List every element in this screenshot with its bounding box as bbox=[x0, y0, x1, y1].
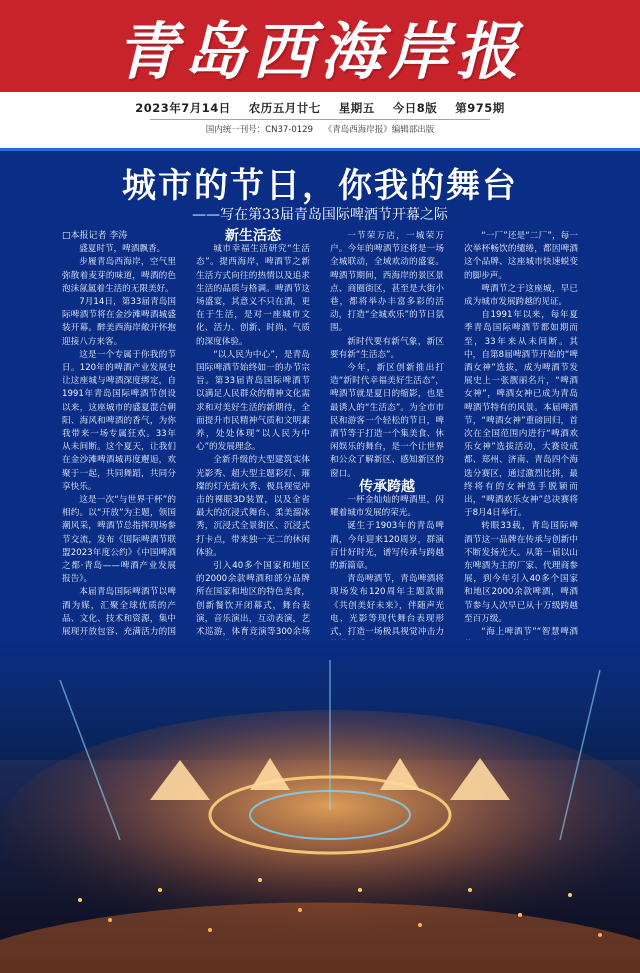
paragraph: 这是一个专属于你我的节日。120年的啤酒产业发展史让这座城与啤酒深度绑定，自1991年青岛国际啤酒节创设以来，这座城市的盛夏混合朝阳、海风和啤酒的香气，为你我带来一场专属狂欢。33年从未间断。这个夏天，让我们在金沙滩啤酒城再度邂逅，欢聚于一起，共同舞蹈，共同分享快乐。 bbox=[62, 349, 176, 492]
header-band bbox=[0, 92, 640, 148]
paragraph: 步履青岛西海岸，空气里弥散着麦芽的味道，啤酒的色泡沫氤氲着生活的无限美好。 bbox=[62, 257, 176, 294]
sub-headline: ——写在第33届青岛国际啤酒节开幕之际 bbox=[192, 207, 448, 223]
paragraph: 一杯金灿灿的啤酒里，闪耀着城市发展的荣光。 bbox=[330, 495, 444, 519]
festival-night-photo bbox=[0, 640, 640, 973]
main-headline: 城市的节日，你我的舞台 bbox=[122, 166, 518, 206]
paragraph: “以人民为中心”，是青岛国际啤酒节始终如一的办节宗旨。第33届青岛国际啤酒节以满足人民群众的精神文化需求和对美好生活的新期待，全面提升市民精神气质和文明素养，处处体现“以人民为中心”的发展理念。 bbox=[196, 349, 310, 453]
paragraph: 盛夏时节，啤酒飘香。 bbox=[79, 244, 166, 255]
night-scene-illustration bbox=[0, 640, 640, 973]
paragraph: “一厂”还是“二厂”，每一次举杯畅饮的缱绻，都因啤酒这个品牌、这座城市快速蜕变的脚步声。 bbox=[464, 231, 578, 281]
header-divider bbox=[0, 148, 640, 151]
paragraph: 一节荣万店，一城荣万户。今年的啤酒节还将是一场全城联动，全域欢动的盛宴。啤酒节期间，西海岸的景区景点、商圈街区，甚至是大街小巷，都将举办丰富多彩的活动，打造“全城欢乐”的节日氛围。 bbox=[330, 231, 444, 334]
publication-meta: 国内统一刊号：CN37-0129 《青岛西海岸报》编辑部出版 bbox=[205, 125, 435, 135]
paragraph: 这是一次“与世界干杯”的相约。以“开放”为主题，领国潮风采，啤酒节总指挥现场参节交流，发布《国际啤酒节联盟2023年度公约》《中国啤酒之都·青岛——啤酒产业发展报告》。 bbox=[62, 495, 176, 585]
paragraph: 转眼33载，青岛国际啤酒节这一品牌在传承与创新中不断发扬光大。从第一届以山东啤酒为主的厂家、代理商参展，到今年引入40多个国家和地区2000余款啤酒，啤酒节参与人次早已从十万级跨越至百万级。 bbox=[464, 521, 578, 624]
paragraph: 今年，新区创新推出打造“新时代幸福美好生活态”，啤酒节就是夏日的缩影，也是最诱人的“生活态”。为全市市民和游客一个轻松的节日，啤酒节等于打造一个集美食、休闲娱乐的舞台，是一个让世界和公众了解新区、感知新区的窗口。 bbox=[330, 363, 444, 479]
section-heading: 传承跨越 bbox=[359, 478, 415, 495]
paragraph: 7月14日，第33届青岛国际啤酒节将在金沙滩啤酒城盛装开幕。醉美西海岸敞开怀抱迎接八方来客。 bbox=[62, 297, 176, 347]
paragraph: 引入40多个国家和地区的2000余款啤酒和部分品牌所在国家和地区的特色美食，创新餐饮开闭幕式，舞台表演，音乐演出，互动表演，艺术巡游，体育竞演等300余场 bbox=[196, 561, 310, 638]
section-heading: 新生活态 bbox=[225, 228, 281, 244]
paragraph: 新时代要有新气象，新区要有新“生活态”。 bbox=[330, 336, 444, 360]
paragraph: “海上啤酒节”“智慧啤酒 bbox=[481, 627, 578, 638]
issue-line: 2023年7月14日 农历五月廿七 星期五 今日8版 第975期 bbox=[135, 101, 505, 115]
paragraph: 啤酒节之于这座城，早已成为城市发展跨越的见证。 bbox=[464, 283, 578, 308]
issue-divider bbox=[150, 119, 490, 120]
paragraph: 全新升级的大型建筑实体光影秀、超大型主题彩灯、璀璨的灯光焰火秀、极具视觉冲击的裸眼3D装置，以及全省最大的沉浸式舞台、柔美溜冰秀，沉浸式全景街区、沉浸式打卡点，带来独一无二的休闲体验。 bbox=[196, 455, 310, 558]
paragraph: 本届青岛国际啤酒节以啤酒为媒，汇聚全球优质的产品、文化、技术和资源，集中展现开放包容、充满活力的国 bbox=[62, 587, 176, 638]
masthead bbox=[0, 0, 640, 92]
paragraph: 青岛啤酒节，青岛啤酒将现场发布120周年主题款鼎《共创美好未来》，伴随声光电、光影等现代舞台表现形式，打造一场极具视觉冲击力 bbox=[330, 574, 444, 638]
newspaper-title: 青岛西海岸报 bbox=[115, 14, 524, 88]
byline: □本报记者 李涛 bbox=[62, 231, 128, 241]
paragraph: 自1991年以来，每年夏季青岛国际啤酒节都如期而至，33年来从未间断。其中，自第8届啤酒节开始的“啤酒女神”选拔，成为啤酒节发展史上一张靓丽名片，“啤酒女神”，啤酒女神已成为青岛啤酒节特有的风景。本届啤酒节，“啤酒女神”重磅回归，首次在全国范围内进行“啤酒欢乐女神”选拔活动，大赛设成都、郑州、济南、青岛四个海选分赛区，通过激烈比拼，最终将有的女神选手脱颖而出，“啤酒欢乐女神”总决赛将于8月4日举行。 bbox=[464, 310, 578, 519]
paragraph: 城市幸福生活研究“生活态”。提西海岸，啤酒节之新生活方式向往的热情以及追求生活的品质与格调。啤酒节这场盛宴，其意义不只在酒，更在于生活，是对一座城市文化、活力、创新、时尚、气质的深度体验。 bbox=[196, 244, 310, 347]
paragraph: 诞生于1903年的青岛啤酒，今年迎来120周岁，群演百廿好时光，谱写传承与跨越的新篇章。 bbox=[330, 521, 444, 572]
